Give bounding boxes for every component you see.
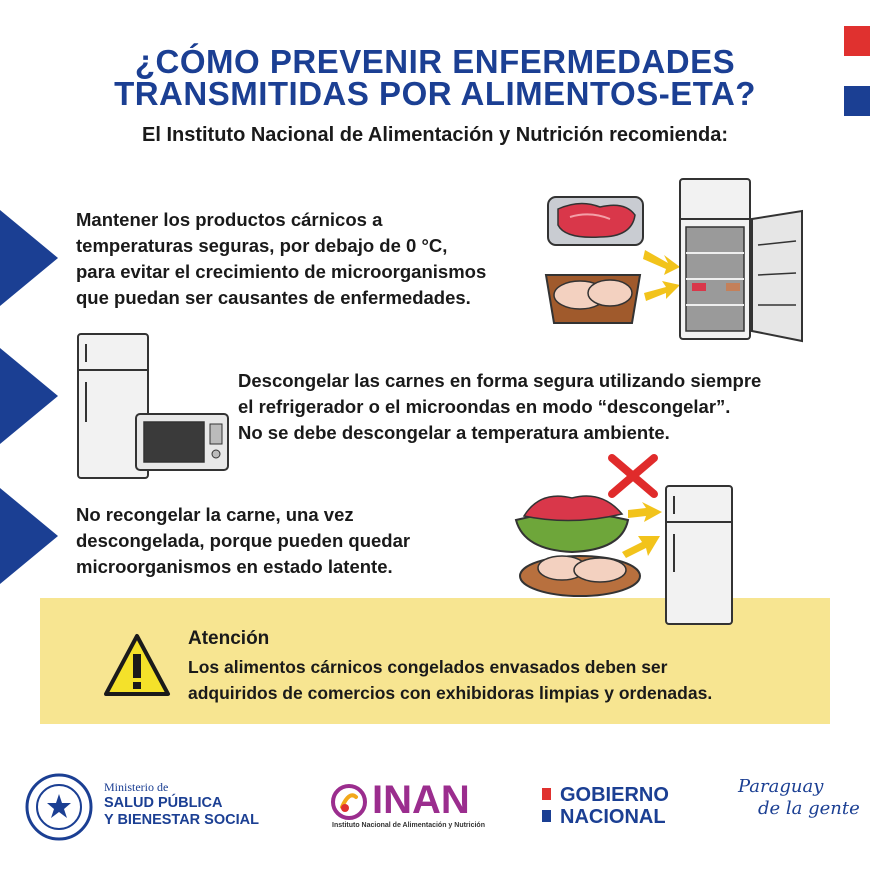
pdg-line2: de la gente bbox=[758, 798, 860, 819]
gob-line2: NACIONAL bbox=[560, 806, 666, 828]
inan-logo-icon bbox=[330, 783, 368, 821]
inan-name: INAN bbox=[372, 778, 470, 822]
tip-2-text bbox=[238, 368, 761, 446]
notice-title: Atención bbox=[188, 628, 270, 649]
chicken-plate-icon bbox=[520, 556, 640, 596]
tip-3-line: microorganismos en estado latente. bbox=[76, 556, 393, 577]
warning-icon bbox=[102, 632, 172, 698]
open-fridge-icon bbox=[680, 179, 802, 341]
tip-2-line: No se debe descongelar a temperatura ambiente. bbox=[238, 422, 670, 443]
notice-line: Los alimentos cárnicos congelados envasados deben ser bbox=[188, 657, 668, 677]
meat-to-fridge-illustration bbox=[540, 175, 810, 345]
cross-icon bbox=[612, 458, 654, 494]
subtitle: El Instituto Nacional de Alimentación y Nutrición recomienda: bbox=[141, 124, 728, 146]
ministry-small: Ministerio de bbox=[104, 780, 169, 794]
chicken-tray-icon bbox=[546, 275, 640, 323]
tip-1-line: que puedan ser causantes de enfermedades. bbox=[76, 287, 471, 308]
fridge-microwave-illustration bbox=[74, 330, 234, 480]
paraguay-de-la-gente-logo bbox=[738, 776, 860, 820]
tip-1-line: temperaturas seguras, por debajo de 0 °C, bbox=[76, 235, 448, 256]
notice-body bbox=[188, 654, 712, 706]
arrow-icon bbox=[622, 502, 662, 558]
gob-flag-red bbox=[542, 788, 551, 800]
arrow-icon bbox=[643, 250, 680, 301]
pdg-line1: Paraguay bbox=[738, 776, 824, 797]
tip-3-line: No recongelar la carne, una vez bbox=[76, 504, 354, 525]
inan-full-name: Instituto Nacional de Alimentación y Nutrición bbox=[332, 822, 485, 829]
page-title-line2: TRANSMITIDAS POR ALIMENTOS-ETA? bbox=[114, 75, 756, 112]
chevron-2-icon bbox=[0, 348, 58, 444]
gob-line1: GOBIERNO bbox=[560, 784, 669, 806]
tip-2-line: el refrigerador o el microondas en modo “descongelar”. bbox=[238, 396, 731, 417]
gobierno-logo-text bbox=[560, 784, 669, 828]
microwave-icon bbox=[136, 414, 228, 470]
tip-1-line: Mantener los productos cárnicos a bbox=[76, 209, 383, 230]
tip-1-text bbox=[76, 207, 486, 311]
tip-3-text bbox=[76, 502, 410, 580]
fridge-icon bbox=[666, 486, 732, 624]
meat-bowl-icon bbox=[516, 496, 628, 552]
ministry-line1: SALUD PÚBLICA bbox=[104, 795, 223, 811]
ministry-logo-text bbox=[104, 780, 259, 829]
gob-flag-blue bbox=[542, 810, 551, 822]
national-seal-logo bbox=[24, 772, 94, 842]
tip-3-line: descongelada, porque pueden quedar bbox=[76, 530, 411, 551]
notice-line: adquiridos de comercios con exhibidoras limpias y ordenadas. bbox=[188, 683, 713, 703]
page-title-line1: ¿CÓMO PREVENIR ENFERMEDADES bbox=[134, 43, 736, 80]
ministry-line2: Y BIENESTAR SOCIAL bbox=[104, 812, 259, 828]
no-refreeze-illustration bbox=[510, 452, 750, 627]
tip-1-line: para evitar el crecimiento de microorganismos bbox=[76, 261, 487, 282]
packaged-meat-icon bbox=[548, 197, 643, 245]
tip-2-line: Descongelar las carnes en forma segura utilizando siempre bbox=[238, 370, 762, 391]
chevron-1-icon bbox=[0, 210, 58, 306]
chevron-3-icon bbox=[0, 488, 58, 584]
